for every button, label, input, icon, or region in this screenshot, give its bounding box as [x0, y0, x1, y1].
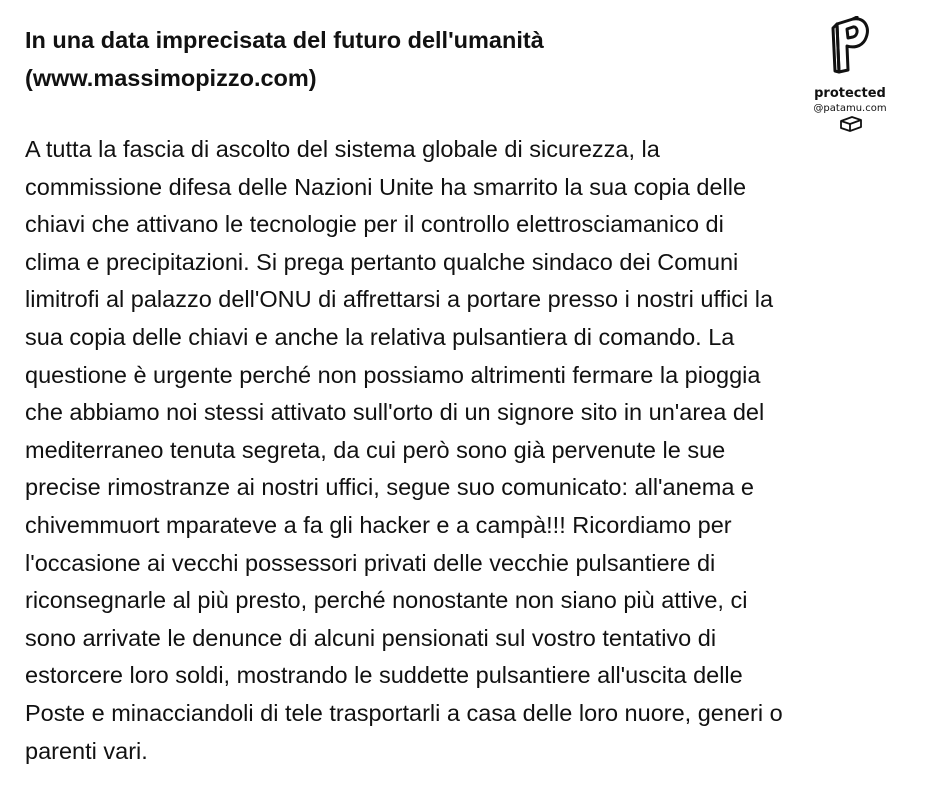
announcement-paragraph: [25, 131, 920, 770]
paragraph-line: sua copia delle chiavi e anche la relativa pulsantiera di comando. La: [25, 323, 735, 350]
paragraph-line: riconsegnarle al più presto, perché nonostante non siano più attive, ci: [25, 587, 748, 614]
paragraph-line: clima e precipitazioni. Si prega pertanto qualche sindaco dei Comuni: [25, 248, 739, 275]
paragraph-line: mediterraneo tenuta segreta, da cui però sono già pervenute le sue: [25, 436, 726, 463]
badge-protected-label: protected: [814, 86, 886, 101]
paragraph-line: commissione difesa delle Nazioni Unite ha smarrito la sua copia delle: [25, 173, 747, 200]
title-line-2: (www.massimopizzo.com): [25, 64, 317, 91]
paragraph-line: che abbiamo noi stessi attivato sull'orto di un signore sito in un'area del: [25, 399, 765, 426]
paragraph-line: precise rimostranze ai nostri uffici, segue suo comunicato: all'anema e: [25, 474, 754, 501]
patamu-p-logo-icon: [831, 16, 871, 74]
page-title: [25, 22, 785, 97]
paragraph-line: limitrofi al palazzo dell'ONU di affrettarsi a portare presso i nostri uffici la: [25, 286, 774, 313]
badge-handle: @patamu.com: [813, 103, 887, 114]
paragraph-line: sono arrivate le denunce di alcuni pensionati sul vostro tentativo di: [25, 624, 717, 651]
paragraph-line: chivemmuort mparateve a fa gli hacker e a campà!!! Ricordiamo per: [25, 511, 732, 538]
paragraph-line: questione è urgente perché non possiamo altrimenti fermare la pioggia: [25, 361, 761, 388]
paragraph-line: estorcere loro soldi, mostrando le suddette pulsantiere all'uscita delle: [25, 662, 743, 689]
patamu-protected-badge: [800, 12, 900, 134]
paragraph-line: Poste e minacciandoli di tele trasportarli a casa delle loro nuore, generi o: [25, 699, 783, 726]
paragraph-line: A tutta la fascia di ascolto del sistema globale di sicurezza, la: [25, 136, 660, 162]
paragraph-line: parenti vari.: [25, 737, 148, 764]
paragraph-line: chiavi che attivano le tecnologie per il controllo elettrosciamanico di: [25, 211, 724, 238]
paragraph-line: l'occasione ai vecchi possessori privati delle vecchie pulsantiere di: [25, 549, 716, 576]
title-line-1: In una data imprecisata del futuro dell'umanità: [25, 27, 544, 53]
